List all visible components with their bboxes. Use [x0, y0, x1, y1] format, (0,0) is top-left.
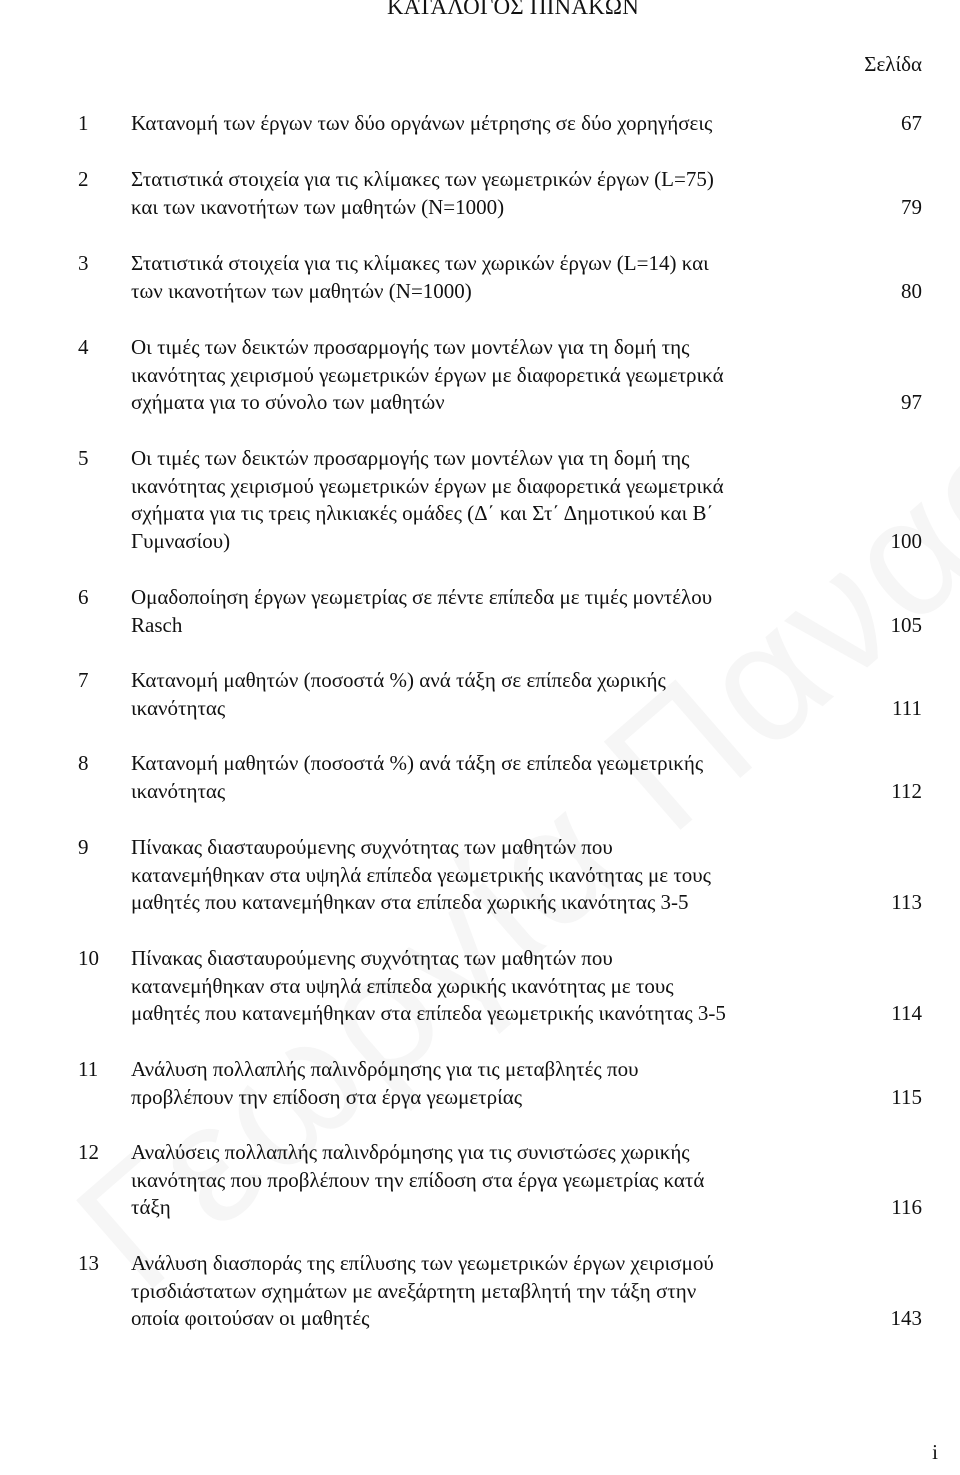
entry-title-line: Γυμνασίου) — [131, 529, 231, 554]
entry-title-line: Πίνακας διασταυρούμενης συχνότητας των μαθητών που — [131, 835, 613, 859]
entry-title — [131, 110, 831, 138]
entry-title-line: ικανότητας — [131, 695, 226, 720]
entry-title-line: σχήματα για το σύνολο των μαθητών — [131, 390, 445, 415]
entry-title-line: Rasch — [131, 612, 183, 637]
entry-title — [131, 445, 831, 556]
entry-page-number: 105 — [890, 612, 922, 637]
entry-title-line: μαθητές που κατανεμήθηκαν στα επίπεδα γεωμετρικής ικανότητας 3-5 — [131, 1001, 726, 1026]
entry-number: 3 — [78, 251, 89, 275]
entry-title-line: ικανότητας που προβλέπουν την επίδοση στα έργα γεωμετρίας κατά — [131, 1167, 705, 1192]
entry-title-line: ικανότητας χειρισμού γεωμετρικών έργων με διαφορετικά γεωμετρικά — [131, 473, 724, 498]
entry-title — [131, 1139, 831, 1222]
entry-number: 6 — [78, 585, 89, 609]
entry-title-line: Στατιστικά στοιχεία για τις κλίμακες των χωρικών έργων (L=14) και — [131, 251, 709, 275]
entry-page-number: 143 — [890, 1306, 922, 1331]
entry-title-line: Ανάλυση πολλαπλής παλινδρόμησης για τις μεταβλητές που — [131, 1057, 639, 1081]
entry-title-line: κατανεμήθηκαν στα υψηλά επίπεδα χωρικής ικανότητας με τους — [131, 973, 674, 998]
entry-number: 11 — [78, 1057, 99, 1081]
entry-number: 13 — [78, 1251, 99, 1275]
entry-number: 10 — [78, 946, 99, 970]
entry-title-line: των ικανοτήτων των μαθητών (N=1000) — [131, 278, 472, 303]
entry-page-number: 112 — [891, 778, 922, 803]
entry-title-line: Οι τιμές των δεικτών προσαρμογής των μοντέλων για τη δομή της — [131, 446, 690, 470]
entry-title — [131, 334, 831, 417]
entry-title-line: ικανότητας — [131, 778, 226, 803]
footer-page-number: i — [932, 1440, 938, 1464]
entry-title-line: οποία φοιτούσαν οι μαθητές — [131, 1306, 370, 1331]
entry-page-number: 111 — [892, 695, 922, 720]
entry-number: 4 — [78, 335, 89, 359]
entry-title-line: Στατιστικά στοιχεία για τις κλίμακες των γεωμετρικών έργων (L=75) — [131, 167, 714, 191]
entry-page-number: 114 — [891, 1001, 922, 1026]
entry-number: 9 — [78, 835, 89, 859]
entry-title-line: Πίνακας διασταυρούμενης συχνότητας των μαθητών που — [131, 946, 613, 970]
entry-title — [131, 1056, 831, 1111]
entry-title-line: τρισδιάστατων σχημάτων με ανεξάρτητη μεταβλητή την τάξη στην — [131, 1278, 697, 1303]
entry-page-number: 115 — [891, 1084, 922, 1109]
entry-page-number: 97 — [901, 390, 922, 415]
entry-title-line: Ομαδοποίηση έργων γεωμετρίας σε πέντε επίπεδα με τιμές μοντέλου — [131, 585, 713, 609]
entry-page-number: 113 — [891, 890, 922, 915]
entry-title-line: σχήματα για τις τρεις ηλικιακές ομάδες (Δ΄ και Στ΄ Δημοτικού και Β΄ — [131, 501, 714, 526]
entry-title-line: Ανάλυση διασποράς της επίλυσης των γεωμετρικών έργων χειρισμού — [131, 1251, 714, 1275]
entry-title — [131, 750, 831, 805]
entry-title-line: Κατανομή μαθητών (ποσοστά %) ανά τάξη σε επίπεδα χωρικής — [131, 668, 666, 692]
entry-number: 1 — [78, 111, 89, 135]
entry-title-line: μαθητές που κατανεμήθηκαν στα επίπεδα χωρικής ικανότητας 3-5 — [131, 890, 689, 915]
entry-title-line: Κατανομή των έργων των δύο οργάνων μέτρησης σε δύο χορηγήσεις — [131, 111, 713, 135]
entry-title-line: Οι τιμές των δεικτών προσαρμογής των μοντέλων για τη δομή της — [131, 335, 690, 359]
entry-title-line: Κατανομή μαθητών (ποσοστά %) ανά τάξη σε επίπεδα γεωμετρικής — [131, 751, 704, 775]
entry-title — [131, 834, 831, 917]
entry-title-line: τάξη — [131, 1195, 171, 1220]
page-column-header: Σελίδα — [864, 52, 922, 76]
entry-title-line: και των ικανοτήτων των μαθητών (N=1000) — [131, 194, 505, 219]
entry-page-number: 67 — [901, 111, 922, 135]
entry-title-line: ικανότητας χειρισμού γεωμετρικών έργων με διαφορετικά γεωμετρικά — [131, 362, 724, 387]
entry-title-line: προβλέπουν την επίδοση στα έργα γεωμετρίας — [131, 1084, 523, 1109]
entry-title — [131, 1250, 831, 1333]
entry-title — [131, 584, 831, 639]
entry-title — [131, 250, 831, 305]
entry-page-number: 80 — [901, 278, 922, 303]
entry-number: 12 — [78, 1140, 99, 1164]
entry-title-line: κατανεμήθηκαν στα υψηλά επίπεδα γεωμετρικής ικανότητας με τους — [131, 862, 711, 887]
entry-page-number: 100 — [890, 529, 922, 554]
entry-number: 7 — [78, 668, 89, 692]
entry-title — [131, 945, 831, 1028]
entry-title-line: Αναλύσεις πολλαπλής παλινδρόμησης για τις συνιστώσες χωρικής — [131, 1140, 690, 1164]
entry-number: 8 — [78, 751, 89, 775]
entry-title — [131, 667, 831, 722]
entry-page-number: 79 — [901, 194, 922, 219]
entry-title — [131, 166, 831, 221]
entry-number: 2 — [78, 167, 89, 191]
page-title: ΚΑΤΑΛΟΓΟΣ ΠΙΝΑΚΩΝ — [386, 0, 640, 19]
entry-page-number: 116 — [891, 1195, 922, 1220]
entry-number: 5 — [78, 446, 89, 470]
